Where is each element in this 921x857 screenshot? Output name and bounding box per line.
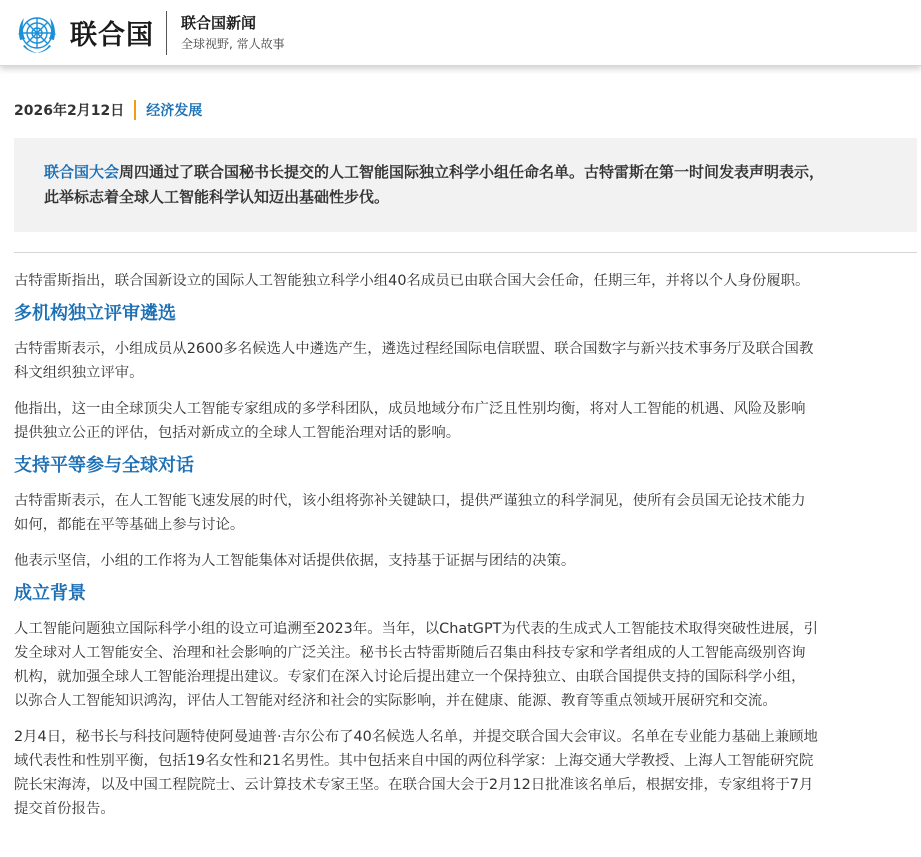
un-logo-text: 联合国 <box>70 20 154 51</box>
heading-selection: 多机构独立评审遴选 <box>14 303 176 324</box>
un-news-brand[interactable] <box>181 13 285 53</box>
lead-text-line-2: 此举标志着全球人工智能科学认知迈出基础性步伐。 <box>44 188 390 206</box>
paragraph-2: 古特雷斯表示，小组成员从2600多名候选人中遴选产生，遴选过程经国际电信联盟、联合国数字与新兴技术事务厅及联合国教 科文组织独立评审。 <box>14 341 814 381</box>
un-emblem-icon <box>14 10 60 56</box>
news-subtitle: 全球视野, 常人故事 <box>181 36 285 51</box>
meta-separator <box>134 100 136 120</box>
heading-dialogue: 支持平等参与全球对话 <box>14 455 194 476</box>
lead-paragraph <box>44 160 887 210</box>
heading-background: 成立背景 <box>14 583 86 604</box>
lead-link-general-assembly[interactable]: 联合国大会 <box>44 163 120 181</box>
header-divider <box>166 11 167 55</box>
paragraph-6: 人工智能问题独立国际科学小组的设立可追溯至2023年。当年，以ChatGPT为代表的生成式人工智能技术取得突破性进展，引 发全球对人工智能安全、治理和社会影响的广泛关注。秘书长古特雷斯随后召集由科技专家和学者组成的人工智能高级别咨询 机构，就加强全球人工智能治理提出建议。专家们在深入讨论后提出建立一个保持独立、由联合国提供支持的国际科学小组， 以弥合人工智能知识鸿沟，评估人工智能对经济和社会的实际影响，并在健康、能源、教育等重点领域开展研究和交流。 <box>14 621 819 709</box>
article-lead <box>14 138 917 232</box>
site-header <box>0 0 921 66</box>
paragraph-4: 古特雷斯表示，在人工智能飞速发展的时代，该小组将弥补关键缺口，提供严谨独立的科学洞见，使所有会员国无论技术能力 如何，都能在平等基础上参与讨论。 <box>14 493 806 533</box>
news-title: 联合国新闻 <box>181 13 257 32</box>
article-meta <box>14 100 907 120</box>
publish-date: 2026年2月12日 <box>14 103 125 119</box>
paragraph-3: 他指出，这一由全球顶尖人工智能专家组成的多学科团队，成员地域分布广泛且性别均衡，将对人工智能的机遇、风险及影响 提供独立公正的评估，包括对新成立的全球人工智能治理对话的影响。 <box>14 401 806 441</box>
un-logo[interactable] <box>0 0 154 65</box>
divider-rule <box>14 252 917 253</box>
lead-text-line-1: 周四通过了联合国秘书长提交的人工智能国际独立科学小组任命名单。古特雷斯在第一时间发表声明表示， <box>119 163 825 181</box>
paragraph-7: 2月4日，秘书长与科技问题特使阿曼迪普·吉尔公布了40名候选人名单，并提交联合国大会审议。名单在专业能力基础上兼顾地 域代表性和性别平衡，包括19名女性和21名男性。其中包括来自中国的两位科学家：上海交通大学教授、上海人工智能研究院 院长宋海涛，以及中国工程院院士、云计算技术专家王坚。在联合国大会于2月12日批准该名单后，根据安排，专家组将于7月 提交首份报告。 <box>14 729 818 817</box>
category-link[interactable]: 经济发展 <box>146 103 203 119</box>
paragraph-1: 古特雷斯指出，联合国新设立的国际人工智能独立科学小组40名成员已由联合国大会任命，任期三年，并将以个人身份履职。 <box>14 273 810 289</box>
paragraph-5: 他表示坚信，小组的工作将为人工智能集体对话提供依据，支持基于证据与团结的决策。 <box>14 553 576 569</box>
article-content <box>0 100 921 821</box>
